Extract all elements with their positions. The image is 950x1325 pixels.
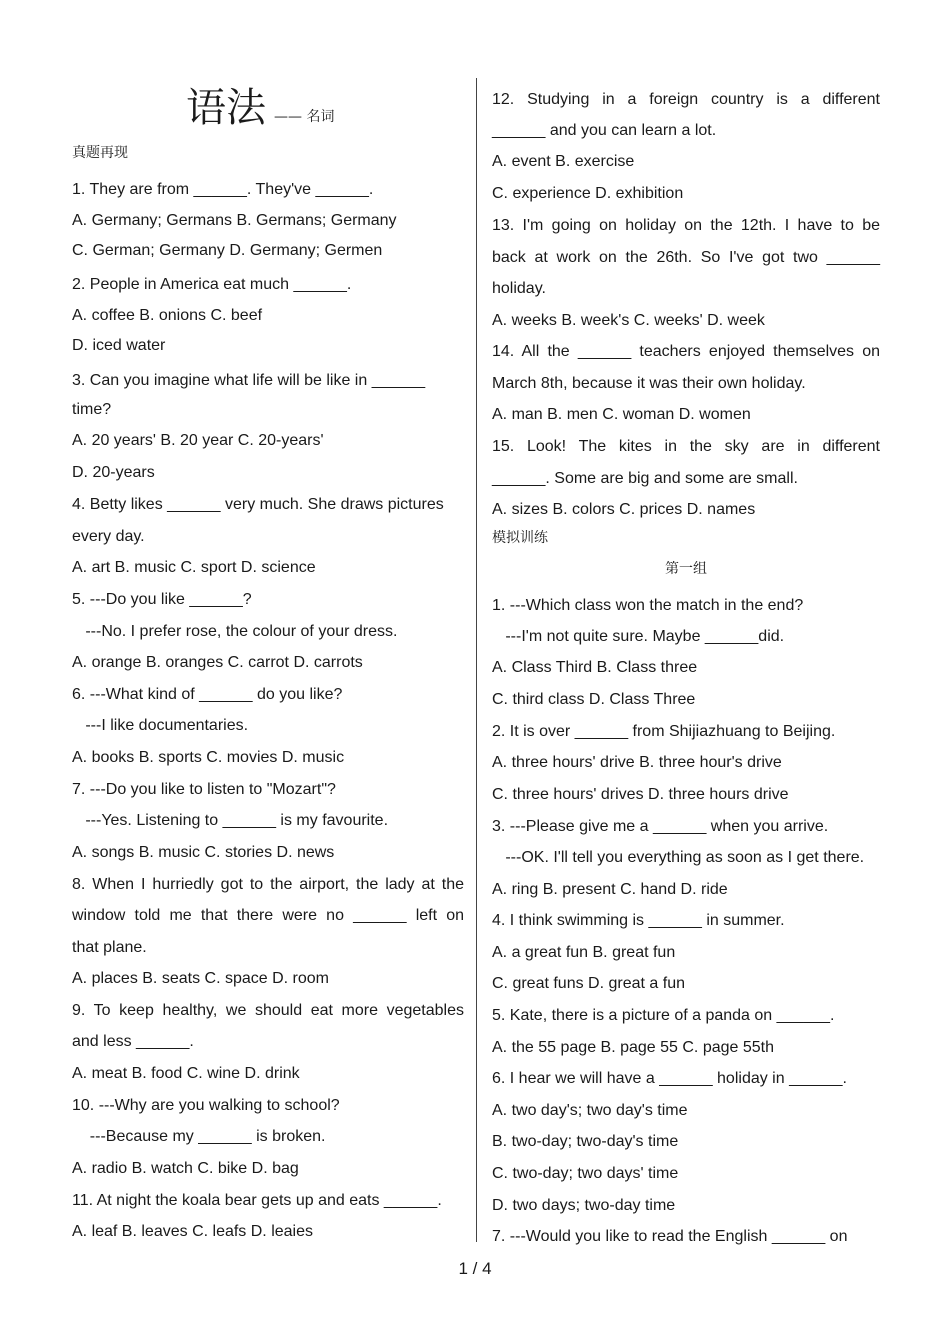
question-line: 5. ---Do you like ______? <box>72 591 252 608</box>
question-line: C. experience D. exhibition <box>492 185 684 202</box>
question-line: D. 20-years <box>72 464 155 481</box>
question-line: window told me that there were no ______ left on <box>72 907 464 924</box>
question-line: D. iced water <box>72 337 166 354</box>
question-line: 9. To keep healthy, we should eat more vegetables <box>72 1002 464 1019</box>
question-line: ---No. I prefer rose, the colour of your dress. <box>72 623 398 640</box>
question-line: 7. ---Do you like to listen to "Mozart"? <box>72 781 336 798</box>
question-line: that plane. <box>72 939 147 956</box>
question-line: A. sizes B. colors C. prices D. names <box>492 501 756 518</box>
question-line: 8. When I hurriedly got to the airport, the lady at the <box>72 876 464 893</box>
question-line: 15. Look! The kites in the sky are in different <box>492 438 880 455</box>
question-line: ______ and you can learn a lot. <box>492 122 717 139</box>
question-line: 2. It is over ______ from Shijiazhuang to Beijing. <box>492 723 836 740</box>
question-line: A. three hours' drive B. three hour's drive <box>492 754 782 771</box>
question-line: 7. ---Would you like to read the English ______ on <box>492 1228 848 1245</box>
question-line: and less ______. <box>72 1033 194 1050</box>
question-line: holiday. <box>492 280 546 297</box>
question-line: March 8th, because it was their own holiday. <box>492 375 806 392</box>
question-line: every day. <box>72 528 145 545</box>
question-line: 3. ---Please give me a ______ when you arrive. <box>492 818 829 835</box>
question-line: C. great funs D. great a fun <box>492 975 685 992</box>
question-line: time? <box>72 401 112 418</box>
column-divider <box>476 78 477 1242</box>
group-label: 第一组 <box>665 561 707 577</box>
question-line: A. orange B. oranges C. carrot D. carrots <box>72 654 363 671</box>
question-line: A. meat B. food C. wine D. drink <box>72 1065 300 1082</box>
question-line: 4. Betty likes ______ very much. She draws pictures <box>72 496 444 513</box>
section-label-real: 真题再现 <box>72 145 128 161</box>
question-line: A. a great fun B. great fun <box>492 944 676 961</box>
question-line: 10. ---Why are you walking to school? <box>72 1097 340 1114</box>
question-line: ---I'm not quite sure. Maybe ______did. <box>492 628 785 645</box>
question-line: A. art B. music C. sport D. science <box>72 559 316 576</box>
title-sub: —— 名词 <box>274 109 335 125</box>
question-line: 5. Kate, there is a picture of a panda on ______. <box>492 1007 835 1024</box>
question-line: A. ring B. present C. hand D. ride <box>492 881 728 898</box>
question-line: A. Class Third B. Class three <box>492 659 698 676</box>
question-line: ---I like documentaries. <box>72 717 249 734</box>
question-line: A. Germany; Germans B. Germans; Germany <box>72 212 397 229</box>
question-line: A. man B. men C. woman D. women <box>492 406 751 423</box>
question-line: B. two-day; two-day's time <box>492 1133 679 1150</box>
question-line: ---OK. I'll tell you everything as soon as I get there. <box>492 849 865 866</box>
question-line: ______. Some are big and some are small. <box>492 470 798 487</box>
question-line: 6. ---What kind of ______ do you like? <box>72 686 343 703</box>
question-line: back at work on the 26th. So I've got two ______ <box>492 249 880 266</box>
question-line: A. event B. exercise <box>492 153 635 170</box>
question-line: A. books B. sports C. movies D. music <box>72 749 345 766</box>
question-line: 14. All the ______ teachers enjoyed themselves on <box>492 343 880 360</box>
question-line: A. places B. seats C. space D. room <box>72 970 329 987</box>
question-line: C. third class D. Class Three <box>492 691 696 708</box>
question-line: 4. I think swimming is ______ in summer. <box>492 912 785 929</box>
question-line: C. three hours' drives D. three hours drive <box>492 786 789 803</box>
question-line: A. weeks B. week's C. weeks' D. week <box>492 312 765 329</box>
question-line: 3. Can you imagine what life will be like in ______ <box>72 372 426 389</box>
question-line: C. German; Germany D. Germany; Germen <box>72 242 383 259</box>
question-line: D. two days; two-day time <box>492 1197 676 1214</box>
question-line: ---Because my ______ is broken. <box>72 1128 326 1145</box>
question-line: 12. Studying in a foreign country is a different <box>492 91 880 108</box>
title-main: 语法 <box>186 85 266 131</box>
question-line: 2. People in America eat much ______. <box>72 276 352 293</box>
question-line: A. the 55 page B. page 55 C. page 55th <box>492 1039 774 1056</box>
question-line: A. radio B. watch C. bike D. bag <box>72 1160 299 1177</box>
question-line: ---Yes. Listening to ______ is my favourite. <box>72 812 389 829</box>
question-line: 13. I'm going on holiday on the 12th. I have to be <box>492 217 880 234</box>
question-line: A. coffee B. onions C. beef <box>72 307 263 324</box>
question-line: A. 20 years' B. 20 year C. 20-years' <box>72 432 324 449</box>
question-line: 1. They are from ______. They've ______. <box>72 181 374 198</box>
question-line: A. songs B. music C. stories D. news <box>72 844 335 861</box>
question-line: A. two day's; two day's time <box>492 1102 688 1119</box>
section-label-practice: 模拟训练 <box>492 530 548 546</box>
question-line: 6. I hear we will have a ______ holiday in ______. <box>492 1070 847 1087</box>
page-number: 1 / 4 <box>458 1259 492 1278</box>
question-line: 1. ---Which class won the match in the end? <box>492 597 804 614</box>
question-line: C. two-day; two days' time <box>492 1165 679 1182</box>
question-line: 11. At night the koala bear gets up and eats ______. <box>72 1192 442 1209</box>
question-line: A. leaf B. leaves C. leafs D. leaies <box>72 1223 313 1240</box>
